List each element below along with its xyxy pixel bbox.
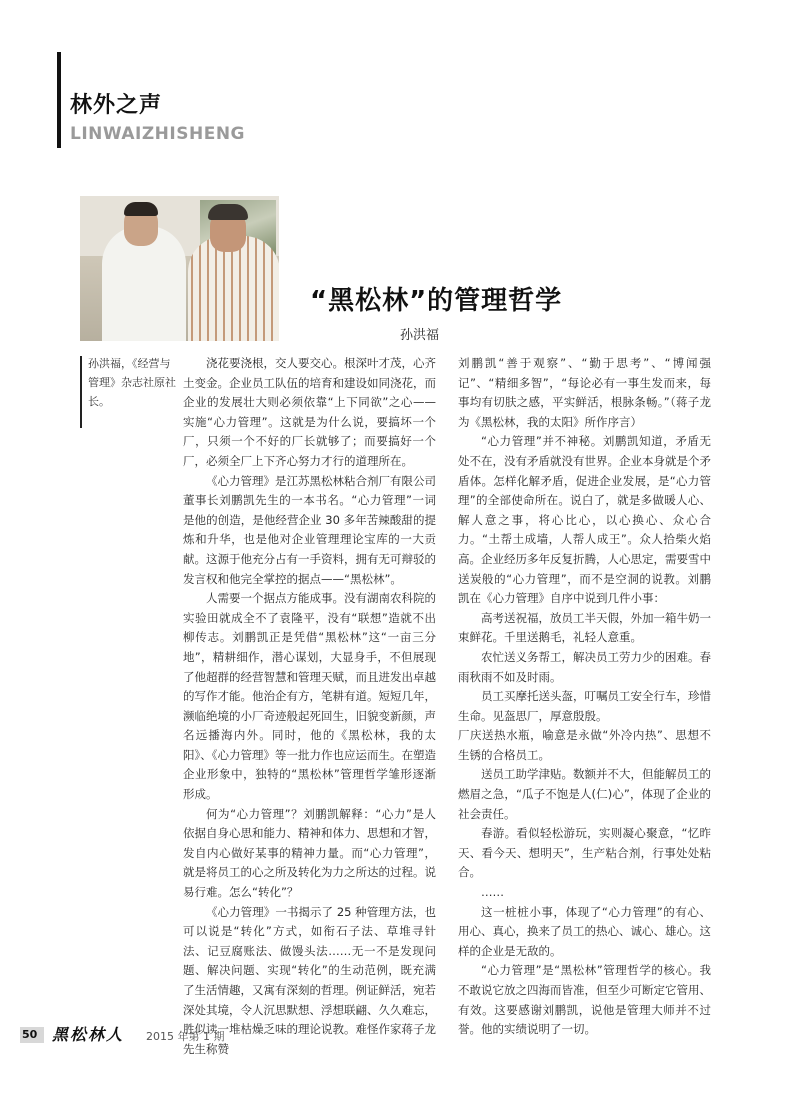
paragraph: 员工买摩托送头盔，叮嘱员工安全行车，珍惜生命。见盔思厂，厚意殷殷。 [458,689,711,723]
paragraph: 这一桩桩小事，体现了“心力管理”的有心、用心、真心，换来了员工的热心、诚心、雄心。这样的企业是无敌的。 [458,904,711,958]
section-title: 林外之声 [70,93,163,118]
magazine-logo: 黑松林人 [52,1025,125,1044]
paragraph: “心力管理”是“黑松林”管理哲学的核心。我不敢说它放之四海而皆准，但至少可断定它管用、有效。这要感谢刘鹏凯，说他是管理大师并不过誉。他的实绩说明了一切。 [458,963,711,1037]
article-title: “黑松林”的管理哲学 [310,286,563,316]
bio-text: 孙洪福，《经营与管理》杂志社原社长。 [88,357,176,408]
paragraph: 刘鹏凯“善于观察”、“勤于思考”、“博闻强记”、“精细多智”，“每论必有一事生发而来，每事均有切肤之感，平实鲜活，根脉条畅。”（蒋子龙为《黑松林，我的太阳》所作序言） [458,356,711,429]
paragraph: 农忙送义务帮工，解决员工劳力少的困难。春雨秋雨不如及时雨。 [458,649,711,684]
paragraph: 厂庆送热水瓶，喻意是永做“外冷内热”、思想不生锈的合格员工。 [458,728,711,762]
paragraph: 高考送祝福，放员工半天假，外加一箱牛奶一束鲜花。千里送鹅毛，礼轻人意重。 [458,610,711,645]
paragraph: “心力管理”并不神秘。刘鹏凯知道，矛盾无处不在，没有矛盾就没有世界。企业本身就是个矛盾体。怎样化解矛盾，促进企业发展，是“心力管理”的全部使命所在。说白了，就是多做暖人心、解人意之事，将心比心，以心换心、众心合力。“土帮土成墙，人帮人成王”。众人拾柴火焰高。企业经历多年反复折腾，人心思定，需要雪中送炭般的“心力管理”，而不是空洞的说教。刘鹏凯在《心力管理》自序中说到几件小事： [458,434,711,606]
bio-rule [80,356,82,428]
paragraph: 何为“心力管理”？刘鹏凯解释：“心力”是人依据自身心思和能力、精神和体力、思想和才智，发自内心做好某事的精神力量。而“心力管理”，就是将员工的心之所及转化为力之所达的过程。说易行难。怎么“转化”？ [183,806,436,900]
page-number: 50 [22,1028,38,1041]
text-column-1 [183,354,436,1059]
issue-label: 2015 年第 1 期 [146,1030,225,1043]
article-photo [80,196,279,341]
text-column-2 [458,354,711,1040]
paragraph: 春游。看似轻松游玩，实则凝心聚意，“忆昨天、看今天、想明天”，生产粘合剂，行事处处粘合。 [458,826,711,880]
paragraph: 人需要一个据点方能成事。没有湖南农科院的实验田就成全不了袁隆平，没有“联想”造就不出柳传志。刘鹏凯正是凭借“黑松林”这“一亩三分地”，精耕细作，潜心谋划，大显身手，不但展现了他超群的经营智慧和管理天赋，而且进发出卓越的写作才能。他治企有方，笔耕有道。短短几年，濒临绝境的小厂奇迹般起死回生，旧貌变新颜，声名远播海内外。同时，他的《黑松林，我的太阳》、《心力管理》等一批力作也应运而生。在塑造企业形象中，独特的“黑松林”管理哲学雏形逐渐形成。 [183,591,436,802]
section-bar [57,52,61,148]
author-bio [80,354,176,411]
paragraph: 《心力管理》是江苏黑松林粘合剂厂有限公司董事长刘鹏凯先生的一本书名。“心力管理”一词是他的创造，是他经营企业 30 多年苦辣酸甜的提炼和升华，也是他对企业管理理论宝库的一大贡献。这源于他充分占有一手资料，拥有无可辩驳的发言权和他完全掌控的据点——“黑松林”。 [183,473,436,586]
paragraph: 《心力管理》一书揭示了 25 种管理方法，也可以说是“转化”方式，如衔石子法、草堆寻针法、记豆腐账法、做馒头法……无一不是发现问题、解决问题、实现“转化”的生动范例，既充满了生活情趣，又寓有深刻的哲理。例证鲜活，宛若深处其境，令人沉思默想、浮想联翩、久久难忘，胜似读一堆枯燥乏味的理论说教。难怪作家蒋子龙先生称赞 [183,904,436,1056]
paragraph: 浇花要浇根，交人要交心。根深叶才茂，心齐土变金。企业员工队伍的培育和建设如同浇花，而企业的发展壮大则必须依靠“上下同欲”之心——实施“心力管理”。这就是为什么说，要搞坏一个厂，只须一个不好的厂长就够了；而要搞好一个厂，必须全厂上下齐心努力才行的道理所在。 [183,356,436,468]
paragraph: 送员工助学津贴。数额并不大，但能解员工的燃眉之急，“瓜子不饱是人(仁)心”，体现了企业的社会责任。 [458,767,711,821]
article-author: 孙洪福 [400,328,440,343]
paragraph: …… [481,885,504,900]
section-subtitle: LINWAIZHISHENG [70,124,245,144]
